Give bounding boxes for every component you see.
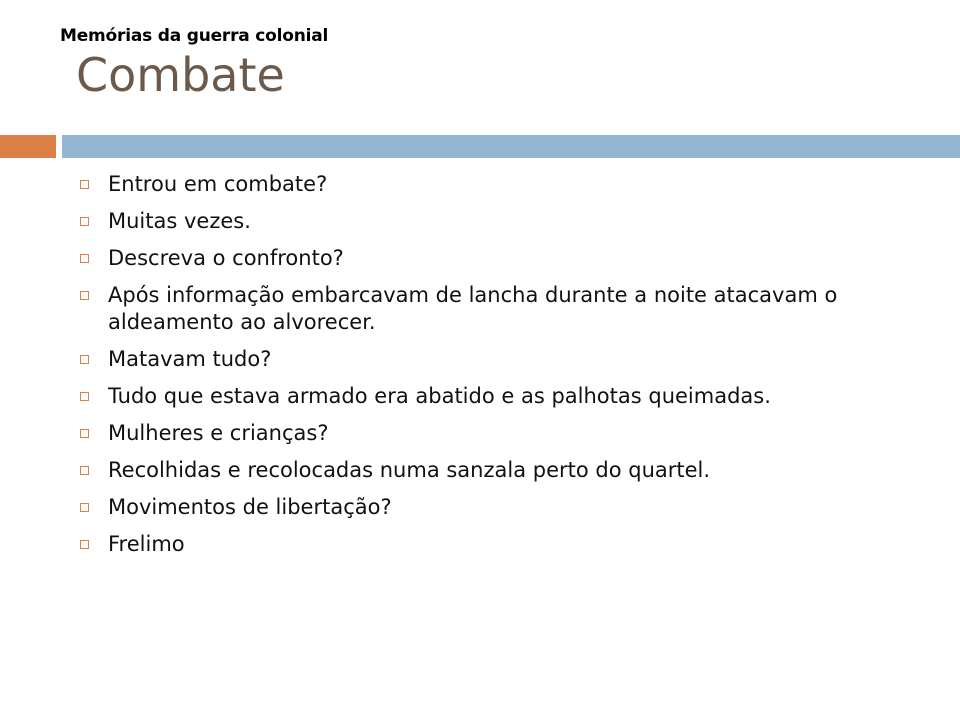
bullet-text: Movimentos de libertação? [108, 495, 392, 519]
bullet-item [76, 420, 921, 447]
accent-band-orange [0, 135, 56, 158]
bullet-text: Recolhidas e recolocadas numa sanzala perto do quartel. [108, 458, 711, 482]
bullet-text: Tudo que estava armado era abatido e as palhotas queimadas. [108, 384, 771, 408]
bullet-text: Após informação embarcavam de lancha durante a noite atacavam o aldeamento ao alvorecer. [108, 283, 838, 334]
hollow-square-bullet-icon [80, 392, 89, 401]
bullet-item [76, 346, 921, 373]
hollow-square-bullet-icon [80, 217, 89, 226]
hollow-square-bullet-icon [80, 503, 89, 512]
bullet-item [76, 282, 921, 336]
hollow-square-bullet-icon [80, 254, 89, 263]
hollow-square-bullet-icon [80, 466, 89, 475]
hollow-square-bullet-icon [80, 291, 89, 300]
hollow-square-bullet-icon [80, 540, 89, 549]
bullet-text: Matavam tudo? [108, 347, 272, 371]
bullet-item [76, 245, 921, 272]
slide-kicker: Memórias da guerra colonial [60, 26, 329, 46]
bullet-text: Mulheres e crianças? [108, 421, 329, 445]
hollow-square-bullet-icon [80, 180, 89, 189]
bullet-text: Entrou em combate? [108, 172, 328, 196]
bullet-text: Muitas vezes. [108, 209, 251, 233]
bullet-item [76, 494, 921, 521]
bullet-item [76, 383, 921, 410]
bullet-item [76, 208, 921, 235]
bullet-text: Frelimo [108, 532, 185, 556]
bullet-item [76, 457, 921, 484]
bullet-item [76, 531, 921, 558]
bullet-text: Descreva o confronto? [108, 246, 344, 270]
hollow-square-bullet-icon [80, 355, 89, 364]
hollow-square-bullet-icon [80, 429, 89, 438]
bullet-list [76, 171, 921, 568]
accent-band-blue [62, 135, 960, 158]
bullet-item [76, 171, 921, 198]
slide-title: Combate [76, 48, 285, 102]
